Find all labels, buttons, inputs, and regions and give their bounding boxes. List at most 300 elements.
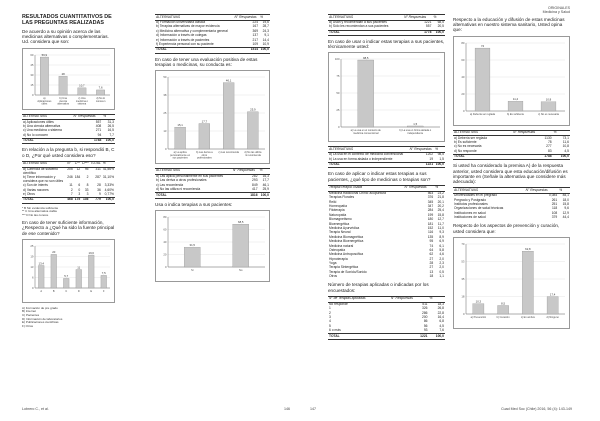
- figure-4: [155, 210, 270, 282]
- x-tick-label: b) Curación: [496, 315, 510, 319]
- table-cell: 64: [429, 247, 434, 252]
- data-label: 19,6: [88, 250, 94, 255]
- legend-item: B) Internet: [22, 309, 37, 314]
- table-1: [22, 114, 115, 145]
- table-cell: 293: [252, 178, 258, 183]
- table-cell: 287: [95, 175, 101, 180]
- figure-2-legend: [22, 307, 115, 329]
- table-cell: 28,7: [262, 24, 269, 29]
- table-header-cell: N° de Terapias aplicadas: [328, 296, 390, 302]
- table-cell: 84,1: [562, 193, 569, 198]
- footer-page-left: 146: [284, 407, 290, 411]
- table-cell: 563: [427, 190, 434, 195]
- table-cell: 28: [97, 183, 101, 188]
- x-tick-label: a) La usa en el contexto de medicina convencional: [350, 129, 381, 136]
- table-cell: 9: [98, 192, 101, 197]
- y-tick-label: 50: [336, 91, 340, 96]
- table-cell: TOTAL: [155, 193, 232, 198]
- data-label: 17,4: [549, 292, 556, 297]
- x-tick-label: a) La aplica personalmente en sus pacientes: [170, 150, 191, 160]
- table-cell: 28: [429, 261, 434, 266]
- y-tick-label: 40: [163, 239, 167, 244]
- table-cell: 1: [329, 306, 331, 311]
- table-cell: 3: [329, 315, 331, 320]
- footer-author: Lobrero C., et al.: [22, 407, 49, 411]
- bar: [508, 101, 523, 111]
- column-2: [155, 14, 270, 286]
- table-cell: Medicina tradicional China: acupuntura: [329, 190, 386, 195]
- table-cell: 11,7: [437, 221, 444, 226]
- table-cell: 137: [252, 33, 259, 38]
- table-cell: TOTAL: [328, 30, 403, 35]
- table-cell: 24,3: [262, 28, 269, 33]
- table-cell: c) No es necesaria: [454, 144, 482, 149]
- y-tick-label: 13: [30, 264, 34, 269]
- data-label: 1,5: [413, 122, 418, 127]
- table-cell: Terapia de Sonido/Sonido: [329, 269, 367, 274]
- question-10: Si usted ha considerado la premisa A) de la respuesta anterior, usted considera que esta educación/difusión es importante en (Señale la alternativa que considere más adecuada):: [453, 163, 568, 184]
- table-header-cell: ALTERNATIVAS: [453, 130, 512, 136]
- table-cell: 16,4: [437, 315, 444, 320]
- table-total-row: [155, 193, 270, 198]
- legend-item: C) Pacientes: [22, 313, 40, 318]
- table-cell: 345: [427, 199, 434, 204]
- table-cell: 100,0: [429, 334, 446, 339]
- table-cell: 200: [421, 315, 428, 320]
- table-cell: 11,6: [562, 140, 569, 145]
- table-cell: TOTAL: [328, 162, 409, 167]
- table-cell: 25,9: [262, 187, 269, 192]
- table-cell: 6: [78, 183, 81, 188]
- table-8: [328, 296, 445, 340]
- table-row: [453, 216, 570, 220]
- y-tick-label: 100: [334, 57, 340, 62]
- data-label: 17,7: [201, 119, 208, 124]
- table-cell: 7,7: [109, 132, 114, 137]
- table-cell: 31,10%: [102, 175, 114, 180]
- y-tick-label: 53: [461, 259, 465, 264]
- x-tick-label: D: [77, 289, 80, 293]
- table-cell: 224: [252, 20, 259, 25]
- y-tick-label: 0: [164, 146, 167, 151]
- table-cell: 251: [551, 202, 558, 207]
- table-cell: 3: [78, 192, 81, 197]
- bar: [63, 278, 69, 288]
- y-tick-label: 80: [461, 40, 465, 45]
- table-total-row: [328, 162, 445, 167]
- table-header-cell: N° Respuestas: [390, 296, 429, 302]
- table-cell: 4,5: [564, 148, 569, 153]
- table-cell: 6,1: [439, 243, 444, 248]
- y-tick-label: 30: [30, 72, 34, 77]
- legend-item: A) Formación de pre grado: [22, 305, 58, 310]
- table-cell: 62: [429, 252, 434, 257]
- question-3: En caso de tener suficiente información, ¿Respecto a ¿Qué ha sido la fuente principal de ese contenido?: [22, 220, 115, 236]
- table-header-cell: ALTERNATIVAS: [328, 15, 403, 21]
- table-cell: 118: [551, 206, 558, 211]
- y-tick-label: 50: [163, 74, 167, 79]
- bar: [78, 87, 86, 94]
- table-cell: Homeopatía: [329, 204, 347, 209]
- table-cell: Terapia Sintergética: [329, 265, 359, 270]
- table-cell: 100,0: [553, 154, 570, 159]
- table-cell: Hipnoterapia: [329, 256, 348, 261]
- data-label: 10,8: [545, 97, 552, 102]
- table-cell: 184: [74, 175, 81, 180]
- table-cell: 136: [82, 197, 89, 202]
- y-tick-label: 25: [163, 110, 167, 115]
- table-cell: Bioenergética: [329, 221, 350, 226]
- table-cell: 2: [329, 310, 331, 315]
- table-cell: b) Terapias alternativas de mayor evidencia: [156, 24, 220, 29]
- bar: [223, 83, 234, 149]
- table-cell: 277: [546, 144, 552, 149]
- table-total-row: [155, 48, 270, 53]
- table-cell: Reiki: [329, 199, 337, 204]
- table-cell: 511: [422, 301, 428, 306]
- table-cell: Institutos profesionales: [454, 202, 488, 207]
- table-cell: 1221: [424, 20, 432, 25]
- table-header-cell: N° Respuestas: [232, 168, 259, 174]
- table-header-cell: %: [558, 188, 570, 194]
- table-cell: 4,60%: [104, 187, 114, 192]
- table-cell: a) Aplicaciones útiles: [23, 119, 54, 124]
- table-cell: 7,6: [439, 328, 444, 333]
- table-cell: 20,5: [437, 24, 444, 29]
- table-cell: 2: [70, 187, 73, 192]
- table-cell: 12,9: [562, 210, 569, 215]
- table-cell: 26,8: [437, 306, 444, 311]
- table-cell: 3: [86, 192, 89, 197]
- table-header-cell: ALTERNATIVAS: [22, 161, 66, 167]
- y-tick-label: 20: [163, 252, 167, 257]
- table-cell: Instituciones en salud: [454, 210, 486, 215]
- table-cell: 3,33%: [104, 183, 114, 188]
- y-tick-label: 0: [462, 108, 465, 113]
- table-cell: 6,9: [439, 239, 444, 244]
- table-cell: 271: [95, 128, 102, 133]
- table-cell: 73,1: [562, 135, 569, 140]
- table-cell: 41,56%: [102, 166, 114, 171]
- footer-page-right: 147: [310, 407, 316, 411]
- table-header-cell: %: [259, 15, 270, 21]
- data-label: 13,4: [38, 261, 44, 266]
- table-cell: 217: [252, 37, 259, 42]
- bar: [88, 255, 94, 288]
- table-cell: 175: [74, 197, 81, 202]
- bar: [38, 265, 44, 288]
- question-5: Usa o indica terapias a sus pacientes:: [155, 201, 233, 207]
- table-cell: 4,6: [439, 252, 444, 257]
- table-cell: 22,8: [437, 310, 444, 315]
- table-cell: 10,9: [262, 42, 269, 47]
- y-tick-label: 19: [30, 254, 34, 259]
- x-tick-label: F: [102, 289, 105, 293]
- y-tick-label: 15: [30, 82, 34, 87]
- table-cell: 100,0: [259, 193, 270, 198]
- bar: [175, 127, 186, 149]
- table-header-cell: N°: [66, 161, 74, 167]
- section-title: RESULTADOS CUANTITATIVOS DE LAS PREGUNTAS REALIZADAS: [22, 14, 112, 26]
- table-cell: 9,1: [264, 33, 269, 38]
- x-tick-label: A: [40, 289, 43, 293]
- bar: [541, 101, 556, 110]
- table-cell: 10,8: [562, 144, 569, 149]
- table-cell: 557: [425, 24, 432, 29]
- table-cell: d) No responde: [454, 148, 477, 153]
- data-label: 62,8: [525, 246, 531, 251]
- bar: [40, 57, 48, 95]
- data-label: 7,6: [98, 85, 103, 90]
- table-total-row: [328, 30, 445, 35]
- table-header-cell: N° Respuestas: [512, 130, 553, 136]
- y-tick-label: 25: [30, 243, 34, 248]
- table-10: [453, 187, 570, 220]
- table-cell: 83: [547, 148, 552, 153]
- table-cell: 1778: [403, 30, 432, 35]
- table-cell: 2,0: [439, 265, 444, 270]
- x-tick-label: c) En ambos: [520, 315, 535, 319]
- table-cell: Otros: [329, 274, 338, 279]
- table-cell: Naturopatía: [329, 212, 347, 217]
- figure-5: [328, 52, 445, 142]
- table-header-cell: D***: [82, 161, 89, 166]
- y-tick-label: 0: [31, 285, 34, 290]
- table-cell: 167: [252, 24, 259, 29]
- y-tick-label: 0: [462, 311, 465, 316]
- table-header-cell: %: [429, 296, 446, 302]
- table-cell: 1130: [544, 135, 552, 140]
- data-label: 31,5: [189, 243, 195, 248]
- y-tick-label: 80: [163, 214, 167, 219]
- table-cell: 46,1: [262, 182, 269, 187]
- table-header-cell: N° Respuestas: [403, 185, 434, 191]
- table-7: [328, 185, 445, 280]
- bar: [475, 48, 490, 111]
- table-cell: Biomagnetismo: [329, 217, 352, 222]
- table-cell: Pregrado y Postgrado: [454, 197, 487, 202]
- y-tick-label: 35: [461, 276, 465, 281]
- x-tick-label: c) Las recomienda: [218, 150, 239, 154]
- bar: [522, 251, 533, 314]
- figure-6: [453, 36, 570, 126]
- bar: [76, 269, 82, 287]
- y-tick-label: 0: [31, 92, 34, 97]
- table-total-row: [22, 198, 115, 203]
- y-tick-label: 0: [164, 264, 167, 269]
- table-header-cell: ALTERNATIVAS: [328, 147, 409, 153]
- table-cell: 282: [252, 174, 258, 179]
- table-cell: b) Una ciencia alternativa: [23, 124, 61, 129]
- table-cell: TOTAL: [328, 334, 390, 339]
- table-cell: e) Otros: [23, 192, 35, 197]
- table-cell: Medicina Antroposófica: [329, 252, 364, 257]
- table-cell: 100,0: [432, 30, 445, 35]
- y-tick-label: 40: [461, 74, 465, 79]
- table-cell: 98,5: [437, 152, 444, 157]
- bar: [184, 247, 200, 267]
- y-tick-label: 0: [337, 125, 340, 130]
- table-cell: 31,3: [107, 119, 114, 124]
- table-header-cell: TOTAL: [90, 161, 101, 166]
- table-cell: Terapias Florales: [329, 195, 355, 200]
- table-cell: 0,77%: [104, 192, 114, 197]
- data-label: 7,5: [101, 271, 106, 276]
- table-cell: 18,3: [437, 301, 444, 306]
- table-header-cell: %: [434, 147, 445, 153]
- table-cell: Terapia Neural: [329, 230, 351, 235]
- table-cell: 408: [95, 124, 102, 129]
- table-5: [328, 14, 445, 36]
- table-cell: 205: [67, 166, 73, 171]
- table-cell: TOTAL: [22, 138, 73, 143]
- table-cell: d) No lo conocen: [23, 132, 48, 137]
- data-label: 8,5: [501, 301, 506, 306]
- data-label: 98,5: [363, 56, 369, 61]
- data-label: 10,3: [475, 299, 482, 304]
- table-cell: 74: [429, 243, 434, 248]
- table-cell: 116: [427, 230, 434, 235]
- table-cell: 23,2: [437, 190, 444, 195]
- table-cell: 12,7: [437, 217, 444, 222]
- x-tick-label: a) Debería ser reglada: [469, 112, 496, 116]
- bar: [498, 305, 509, 314]
- table-header-cell: N° Respuestas: [525, 188, 559, 194]
- x-tick-label: Sí: [191, 268, 194, 272]
- x-tick-label: B: [52, 289, 55, 293]
- table-cell: 94: [97, 132, 102, 137]
- table-cell: 93: [423, 328, 428, 333]
- table-cell: 779: [89, 198, 101, 203]
- table-cell: Medicina natural: [329, 243, 354, 248]
- bar: [101, 275, 107, 288]
- y-tick-label: 25: [336, 108, 340, 113]
- table-cell: TOTAL: [22, 198, 66, 203]
- table-total-row: [22, 138, 115, 143]
- table-cell: 557: [95, 119, 102, 124]
- table-cell: TOTAL: [155, 48, 234, 53]
- table-cell: 27: [429, 265, 434, 270]
- x-tick-label: c) No es necesaria: [538, 112, 559, 116]
- table-cell: d) Varias razones: [23, 187, 49, 192]
- question-2: En relación a la pregunta b, si respondió B, C o D, ¿Por qué usted considera eso?: [22, 147, 115, 158]
- table-total-row: [453, 154, 570, 159]
- table-cell: 1,1: [439, 274, 444, 279]
- table-header-cell: Terapia/Terapia Usada: [328, 185, 403, 191]
- table-cell: 849: [252, 182, 258, 187]
- table-cell: 1514: [234, 48, 260, 53]
- table-cell: TOTAL: [453, 154, 512, 159]
- table-cell: 27: [429, 256, 434, 261]
- table-cell: 15,8: [562, 202, 569, 207]
- table-cell: 135: [427, 234, 434, 239]
- table-row: [328, 275, 445, 279]
- table-cell: 7: [70, 192, 73, 197]
- table-cell: 68,5: [437, 20, 444, 25]
- table-3: [155, 14, 270, 54]
- bar: [547, 296, 558, 313]
- question-9: Respecto a la educación y difusión de estas medicinas alternativas en nuestro sistema sanitario, Usted opina que:: [453, 17, 565, 33]
- table-header-cell: %: [259, 168, 270, 174]
- table-header-cell: N° Respuestas: [234, 15, 260, 21]
- question-1: De acuerdo a su opinión acerca de las medicinas alternativas o complementarias. Ud. considera que son:: [22, 29, 109, 45]
- question-6: En caso de usar o indicar estas terapias a sus pacientes, técnicamente usted:: [328, 38, 445, 50]
- table-cell: 0: [78, 187, 81, 192]
- table-cell: c) Una medicina o sistema: [23, 128, 62, 133]
- table-4: [155, 168, 270, 199]
- table-cell: 417: [252, 187, 258, 192]
- table-cell: 9,6: [564, 206, 569, 211]
- data-label: 56,9: [41, 52, 48, 57]
- table-6: [328, 146, 445, 168]
- table-cell: 5,8: [439, 247, 444, 252]
- x-tick-label: No: [239, 268, 243, 272]
- table-cell: Medicina Bioenergética: [329, 239, 364, 244]
- table-header-cell: N° Respuestas: [409, 147, 434, 153]
- table-header-cell: %: [102, 161, 115, 167]
- table-cell: 199: [427, 212, 434, 217]
- table-cell: 4: [329, 319, 331, 324]
- table-cell: 33: [84, 187, 89, 192]
- table-cell: 347: [427, 204, 434, 209]
- data-label: 15,1: [177, 122, 183, 127]
- header-journal: ORIGINALES: [548, 6, 570, 10]
- table-cell: 8: [86, 183, 89, 188]
- column-4: [453, 14, 570, 333]
- table-cell: f) Experiencia personal con su paciente: [156, 42, 214, 47]
- table-cell: Instituciones de salud: [454, 215, 486, 220]
- table-cell: e) Información a través de pacientes: [156, 37, 210, 42]
- data-label: 68,5: [238, 219, 244, 224]
- table-cell: 19,6: [262, 20, 269, 25]
- table-cell: c) Medicina alternativa y complementaria general: [156, 28, 228, 33]
- data-label: 10,7: [79, 83, 85, 88]
- y-tick-label: 75: [336, 74, 340, 79]
- figure-1: [22, 48, 115, 110]
- table-header-cell: ALTERNATIVAS: [22, 114, 73, 120]
- table-header-cell: ALTERNATIVAS: [453, 188, 525, 194]
- table-cell: 12: [76, 166, 81, 171]
- table-cell: 11: [69, 183, 73, 188]
- table-cell: d) No las utiliza ni recomienda: [156, 187, 201, 192]
- y-tick-label: 45: [30, 62, 34, 67]
- table-cell: 2,3: [439, 261, 444, 266]
- table-cell: 5: [329, 323, 331, 328]
- table-cell: 1788: [512, 154, 553, 159]
- x-tick-label: b) Es suficiente: [506, 112, 525, 116]
- table-cell: No responde: [329, 301, 348, 306]
- table-cell: 0,084: [548, 193, 558, 198]
- table-9: [453, 130, 570, 161]
- x-tick-label: C: [65, 289, 68, 293]
- table-cell: 19: [429, 156, 434, 161]
- table-cell: 326: [421, 306, 428, 311]
- table-cell: 1,5: [439, 156, 444, 161]
- table-cell: Yoga: [329, 261, 337, 266]
- table-cell: 44,4: [562, 215, 569, 220]
- table-cell: 56: [423, 323, 428, 328]
- table-cell: 11,0: [437, 225, 444, 230]
- y-tick-label: 18: [461, 294, 465, 299]
- data-label: 20: [52, 250, 56, 255]
- table-cell: a) Usan y recomiendan a sus pacientes: [329, 20, 387, 25]
- table-cell: 13: [429, 269, 434, 274]
- table-header-cell: N° Respuestas: [403, 15, 432, 21]
- table-cell: 181: [427, 221, 434, 226]
- x-tick-label: a) Prevención: [470, 315, 487, 319]
- bar: [59, 76, 67, 95]
- table-cell: 14,4: [262, 37, 269, 42]
